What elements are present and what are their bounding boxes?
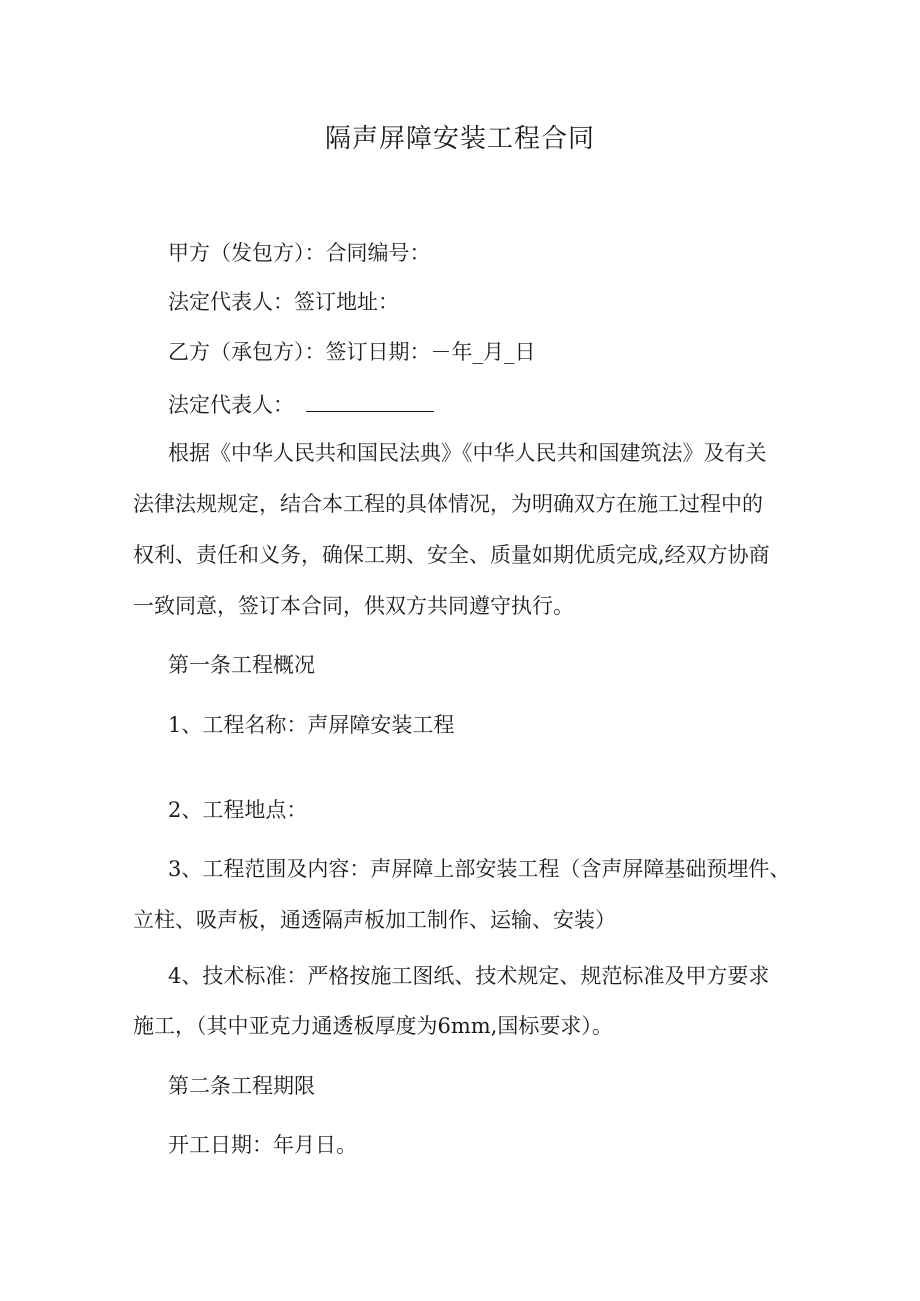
technical-standard-item-cont: 施工，（其中亚克力通透板厚度为6mm,国标要求）。: [133, 1014, 613, 1038]
preamble-line-4: 一致同意，签订本合同，供双方共同遵守执行。: [133, 594, 574, 618]
signature-blank: [306, 393, 434, 412]
document-title: 隔声屏障安装工程合同: [324, 124, 595, 154]
legal-rep-line-1: 法定代表人：签订地址：: [168, 290, 399, 314]
preamble-line-1: 根据《中华人民共和国民法典》《中华人民共和国建筑法》及有关: [168, 441, 767, 465]
legal-rep-line-2: [168, 393, 434, 416]
legal-rep-label: 法定代表人：: [168, 393, 294, 417]
project-name-item: 1、工程名称：声屏障安装工程: [168, 713, 455, 737]
preamble-line-3: 权利、责任和义务，确保工期、安全、质量如期优质完成,经双方协商: [133, 543, 770, 567]
article-1-heading: 第一条工程概况: [168, 653, 315, 677]
project-scope-item-cont: 立柱、吸声板，通透隔声板加工制作、运输、安装）: [133, 908, 616, 932]
preamble-line-2: 法律法规规定，结合本工程的具体情况，为明确双方在施工过程中的: [133, 492, 763, 516]
start-date-line: 开工日期：年月日。: [168, 1133, 357, 1157]
technical-standard-item: 4、技术标准：严格按施工图纸、技术规定、规范标准及甲方要求: [168, 964, 770, 988]
article-2-heading: 第二条工程期限: [168, 1074, 315, 1098]
project-scope-item: 3、工程范围及内容：声屏障上部安装工程（含声屏障基础预埋件、: [168, 857, 791, 881]
party-b-line: 乙方（承包方）：签订日期：－年_月_日: [168, 340, 536, 364]
party-a-line: 甲方（发包方）：合同编号：: [168, 241, 431, 265]
project-location-item: 2、工程地点：: [168, 798, 308, 822]
